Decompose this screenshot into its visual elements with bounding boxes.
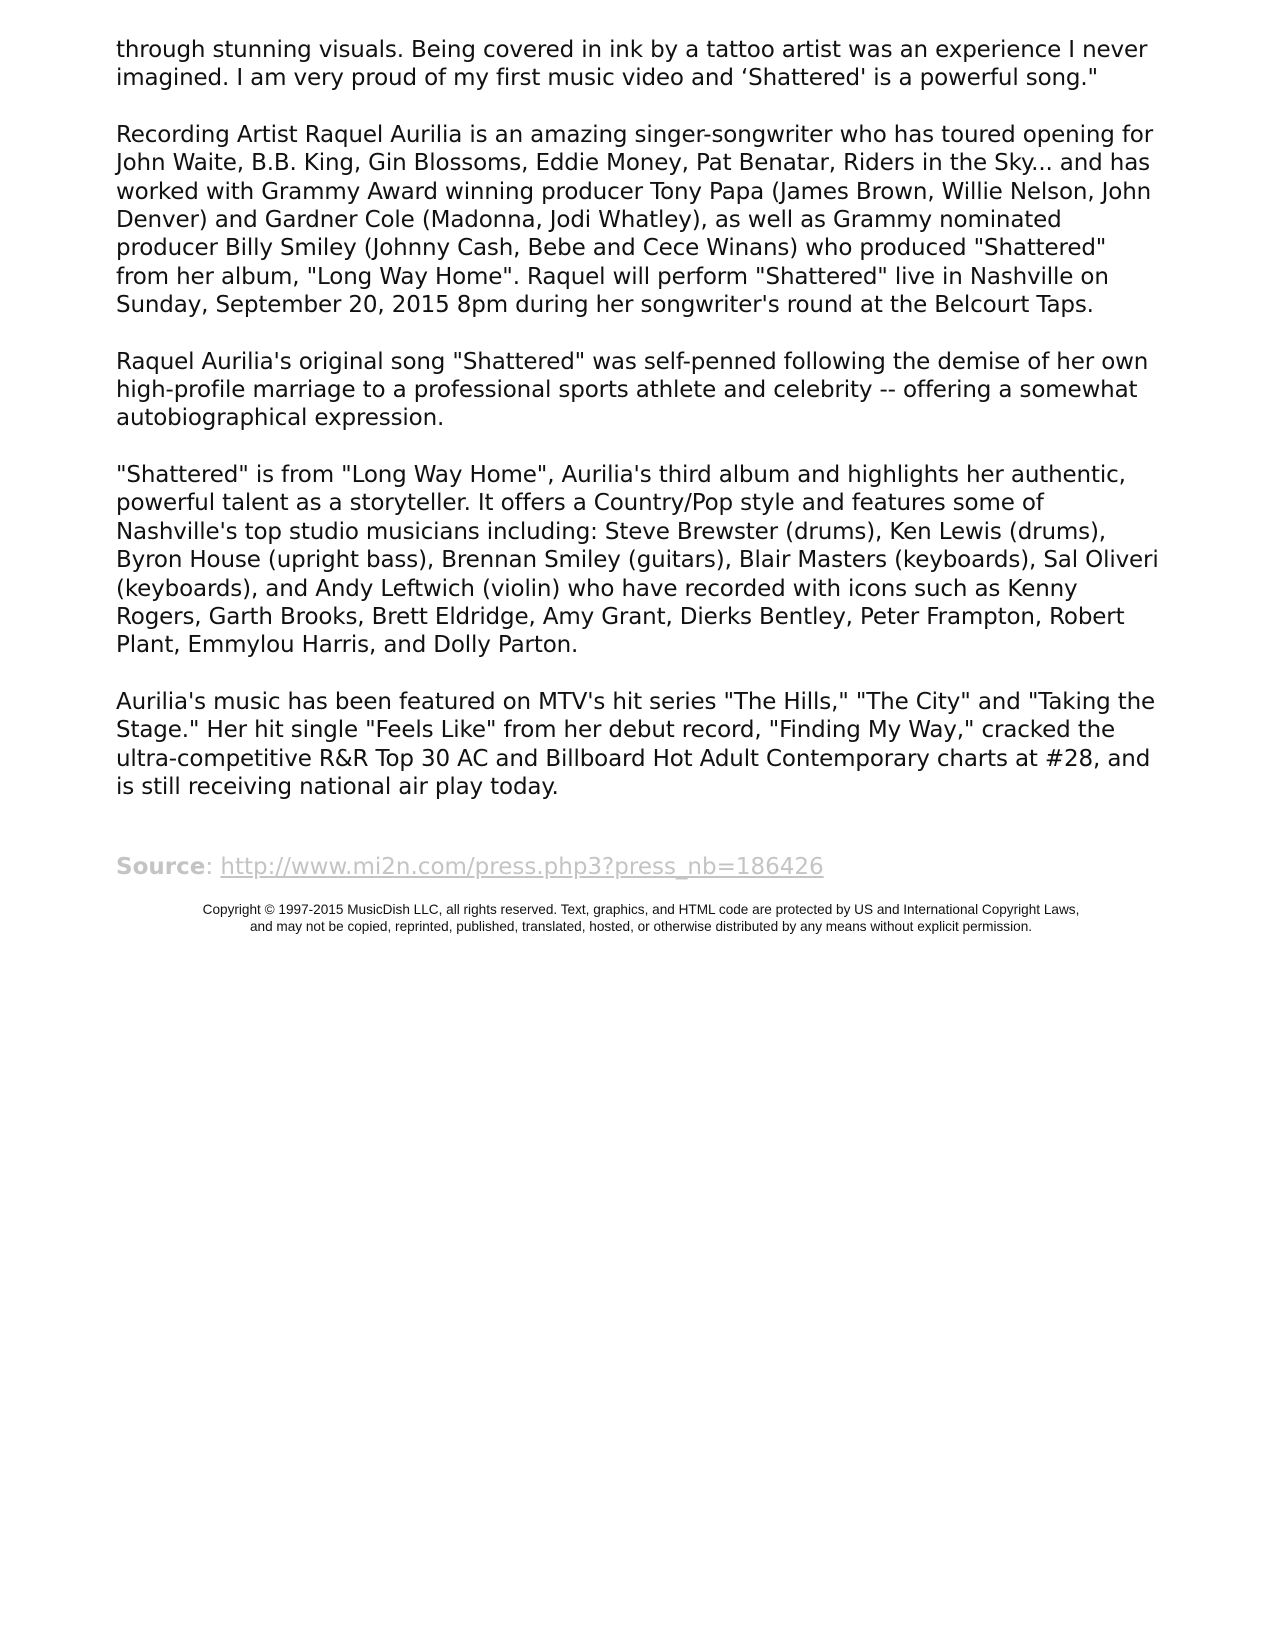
copyright-line: and may not be copied, reprinted, published, translated, hosted, or otherwise distributed by any means without explicit permission.: [249, 919, 1033, 935]
article-paragraph: "Shattered" is from "Long Way Home", Aurilia's third album and highlights her authentic, powerful talent as a storyteller. It offers a Country/Pop style and features some of Nashville's top studio musicians including: Steve Brewster (drums), Ken Lewis (drums), Byron House (upright bass), Brennan Smiley (guitars), Blair Masters (keyboards), Sal Oliveri (keyboards), and Andy Leftwich (violin) who have recorded with icons such as Kenny Rogers, Garth Brooks, Brett Eldridge, Amy Grant, Dierks Bentley, Peter Frampton, Robert Plant, Emmylou Harris, and Dolly Parton.: [116, 461, 1159, 659]
source-link[interactable]: http://www.mi2n.com/press.php3?press_nb=186426: [220, 854, 824, 881]
source-separator: :: [205, 854, 221, 881]
copyright-notice: [116, 901, 1166, 935]
article-paragraph: Recording Artist Raquel Aurilia is an amazing singer-songwriter who has toured opening for John Waite, B.B. King, Gin Blossoms, Eddie Money, Pat Benatar, Riders in the Sky... and has worked with Grammy Award winning producer Tony Papa (James Brown, Willie Nelson, John Denver) and Gardner Cole (Madonna, Jodi Whatley), as well as Grammy nominated producer Billy Smiley (Johnny Cash, Bebe and Cece Winans) who produced "Shattered" from her album, "Long Way Home". Raquel will perform "Shattered" live in Nashville on Sunday, September 20, 2015 8pm during her songwriter's round at the Belcourt Taps.: [116, 121, 1154, 319]
article-body: [116, 36, 1166, 801]
article-paragraph: Raquel Aurilia's original song "Shattered" was self-penned following the demise of her own high-profile marriage to a professional sports athlete and celebrity -- offering a somewhat autobiographical expression.: [116, 348, 1149, 432]
source-label: Source: [116, 854, 206, 881]
article-paragraph: Aurilia's music has been featured on MTV's hit series "The Hills," "The City" and "Taking the Stage." Her hit single "Feels Like" from her debut record, "Finding My Way," cracked the ultra-competitive R&R Top 30 AC and Billboard Hot Adult Contemporary charts at #28, and is still receiving national air play today.: [116, 688, 1156, 800]
source-line: [116, 853, 1166, 881]
article-paragraph: through stunning visuals. Being covered in ink by a tattoo artist was an experience I never imagined. I am very proud of my first music video and ‘Shattered' is a powerful song.": [116, 37, 1148, 92]
document-page: [116, 36, 1166, 935]
copyright-line: Copyright © 1997-2015 MusicDish LLC, all rights reserved. Text, graphics, and HTML code are protected by US and International Copyright Laws,: [202, 902, 1080, 918]
